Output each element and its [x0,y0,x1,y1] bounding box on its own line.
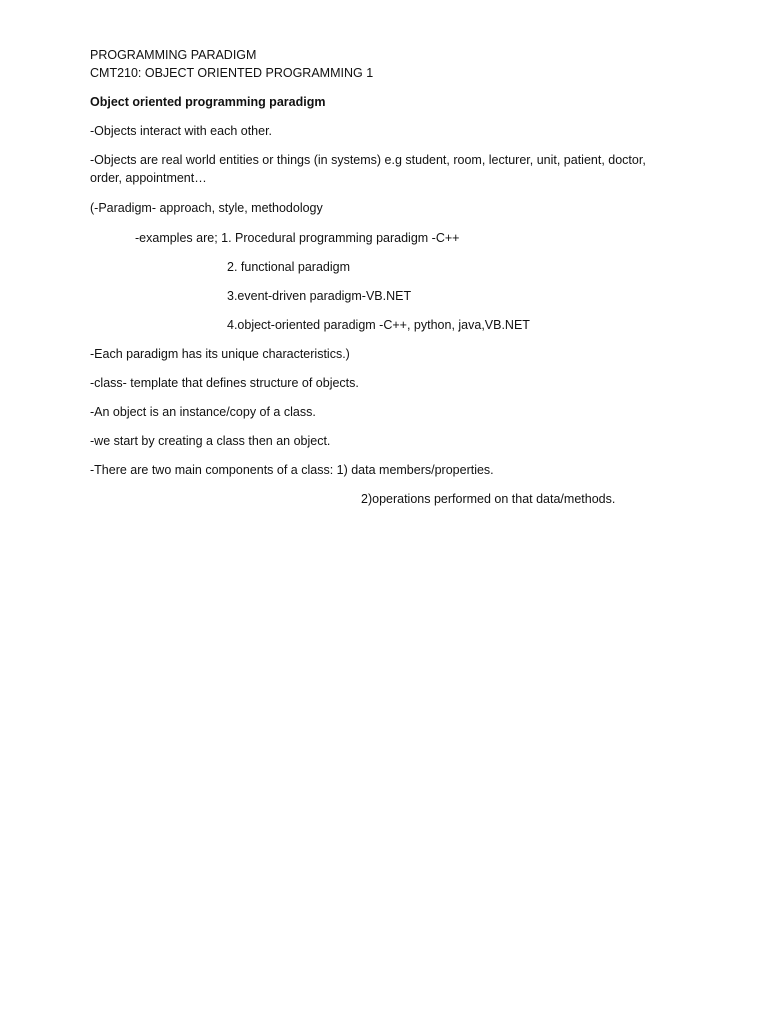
document-title: PROGRAMMING PARADIGM [90,48,257,62]
paragraph-class-components: -There are two main components of a class: 1) data members/properties. [90,463,494,477]
course-title: CMT210: OBJECT ORIENTED PROGRAMMING 1 [90,66,374,80]
example-event-driven: 3.event-driven paradigm-VB.NET [227,289,412,303]
examples-intro: -examples are; 1. Procedural programming paradigm -C++ [135,231,460,245]
paragraph-unique-characteristics: -Each paradigm has its unique characteristics.) [90,347,350,361]
section-heading: Object oriented programming paradigm [90,95,326,109]
paragraph-object-instance: -An object is an instance/copy of a class. [90,405,316,419]
paragraph-paradigm-definition: (-Paradigm- approach, style, methodology [90,201,323,215]
paragraph-objects-interact: -Objects interact with each other. [90,124,273,138]
paragraph-objects-definition: -Objects are real world entities or things (in systems) e.g student, room, lecturer, unit, patient, doctor, order, appointment… [90,153,646,185]
paragraph-class-then-object: -we start by creating a class then an object. [90,434,331,448]
example-object-oriented: 4.object-oriented paradigm -C++, python, java,VB.NET [227,318,530,332]
example-functional: 2. functional paradigm [227,260,350,274]
paragraph-class-definition: -class- template that defines structure of objects. [90,376,359,390]
paragraph-class-components-continued: 2)operations performed on that data/methods. [361,492,616,506]
